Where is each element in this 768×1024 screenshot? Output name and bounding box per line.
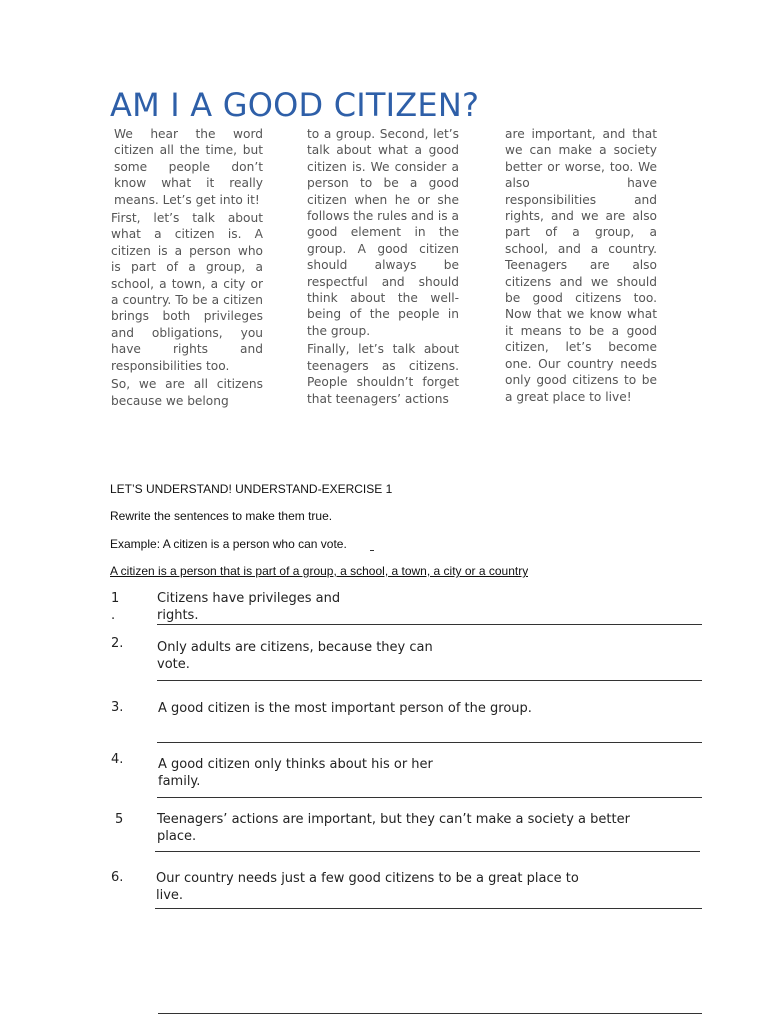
item-number: 5 [115,812,124,827]
item-statement: Citizens have privileges and rights. [157,591,341,623]
example-blank [370,550,374,551]
paragraph: So, we are all citizens because we belong [111,377,263,408]
answer-line[interactable] [157,624,702,625]
reading-column-3 [505,126,657,405]
paragraph: Finally, let’s talk about teenagers as citizens. People shouldn’t forget that teenagers’ actions [307,342,459,406]
answer-line[interactable] [155,851,700,852]
item-number: 3. [111,700,124,715]
reading-column-2 [307,126,459,407]
answer-line[interactable] [158,1013,702,1014]
item-statement: A good citizen only thinks about his or her family. [158,757,433,789]
paragraph: are important, and that we can make a society better or worse, too. We also have responsibilities and rights, and we are also part of a group, a school, and a country. Teenagers are also citizens and we should be good citizens too. Now that we know what it means to be a good citizen, let’s become one. Our country needs only good citizens to be a great place to live! [505,127,657,404]
item-statement: A good citizen is the most important person of the group. [158,701,532,716]
item-number: 1 . [111,591,120,623]
exercise-instruction: Rewrite the sentences to make them true. [110,509,333,523]
example-sentence: Example: A citizen is a person who can vote. [110,537,347,551]
example-answer: A citizen is a person that is part of a group, a school, a town, a city or a country [110,564,529,578]
paragraph: to a group. Second, let’s talk about what a good citizen is. We consider a person to be a good citizen when he or she follows the rules and is a good element in the group. A good citizen should always be respectful and should think about the well-being of the people in the group. [307,127,459,338]
paragraph: We hear the word citizen all the time, but some people don’t know what it really means. Let’s get into it! [114,127,263,207]
answer-line[interactable] [157,742,702,743]
item-number: 2. [111,636,124,651]
exercise-heading: LET’S UNDERSTAND! UNDERSTAND-EXERCISE 1 [110,482,393,496]
item-number: 6. [111,870,124,885]
item-number: 4. [111,752,124,767]
item-statement: Teenagers’ actions are important, but they can’t make a society a better place. [157,812,630,844]
item-statement: Only adults are citizens, because they can vote. [157,640,433,672]
answer-line[interactable] [157,797,702,798]
page-title: AM I A GOOD CITIZEN? [110,86,480,124]
answer-line[interactable] [155,908,702,909]
item-statement: Our country needs just a few good citizens to be a great place to live. [156,871,579,903]
reading-column-1 [111,126,263,409]
answer-line[interactable] [157,680,702,681]
paragraph: First, let’s talk about what a citizen is. A citizen is a person who is part of a group, a school, a town, a city or a country. To be a citizen brings both privileges and obligations, you have rights and responsibilities too. [111,211,263,373]
